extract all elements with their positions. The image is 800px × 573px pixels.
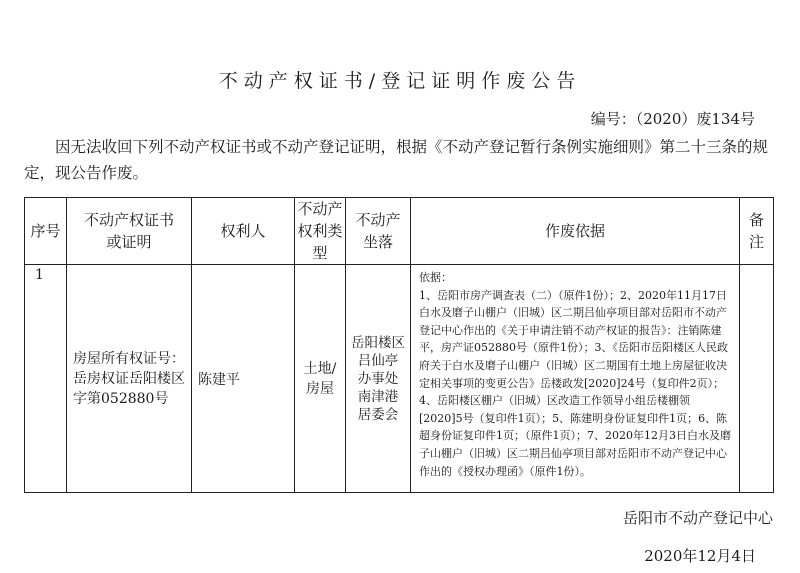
issue-date: 2020年12月4日 xyxy=(644,547,756,565)
header-seq: 序号 xyxy=(25,198,67,265)
cell-cert-number: 房屋所有权证号：岳房权证岳阳楼区字第052880号 xyxy=(67,265,192,493)
header-location: 不动产 坐落 xyxy=(346,198,411,265)
intro-paragraph: 因无法收回下列不动产权证书或不动产登记证明，根据《不动产登记暂行条例实施细则》第二十三条的规定，现公告作废。 xyxy=(24,138,769,182)
cell-right-type: 土地/ 房屋 xyxy=(295,265,346,493)
issuer-name: 岳阳市不动产登记中心 xyxy=(622,509,773,527)
header-cert: 不动产权证书 或证明 xyxy=(67,198,192,265)
notice-title: 不动产权证书/登记证明作废公告 xyxy=(218,70,582,92)
cell-basis: 依据： 1、岳阳市房产调查表（二）（原件1份）；2、2020年11月17日白水及磨子山棚户（旧城）区二期吕仙亭项目部对岳阳市不动产登记中心作出的《关于申请注销不动产权证的报告》：注销陈建平，房产证052880号（原件1份）；3、《岳阳市岳阳楼区人民政府关于白水及磨子山棚户（旧城）区二期国有土地上房屋征收决定相关事项的变更公告》岳楼政发[2020]24号（复印件2页）；4、岳阳楼区棚户（旧城）区改造工作领导小组岳楼棚领[2020]5号（复印件1页）；5、陈建明身份证复印件1页；6、陈超身份证复印件1页；（原件1页）；7、2020年12月3日白水及磨子山棚户（旧城）区二期吕仙亭项目部对岳阳市不动产登记中心作出的《授权办理函》（原件1份）。 xyxy=(411,265,740,493)
cell-remark xyxy=(740,265,774,493)
cell-location: 岳阳楼区 吕仙亭 办事处 南津港 居委会 xyxy=(346,265,411,493)
document-number: 编号：（2020）废134号 xyxy=(590,110,755,128)
cell-seq: 1 xyxy=(25,265,67,493)
table-header-row xyxy=(25,198,774,265)
header-basis: 作废依据 xyxy=(411,198,740,265)
cancellation-table xyxy=(24,197,774,493)
header-owner: 权利人 xyxy=(192,198,295,265)
cell-owner: 陈建平 xyxy=(192,265,295,493)
header-right-type: 不动产 权利类 型 xyxy=(295,198,346,265)
table-row xyxy=(25,265,774,493)
header-remark: 备 注 xyxy=(740,198,774,265)
